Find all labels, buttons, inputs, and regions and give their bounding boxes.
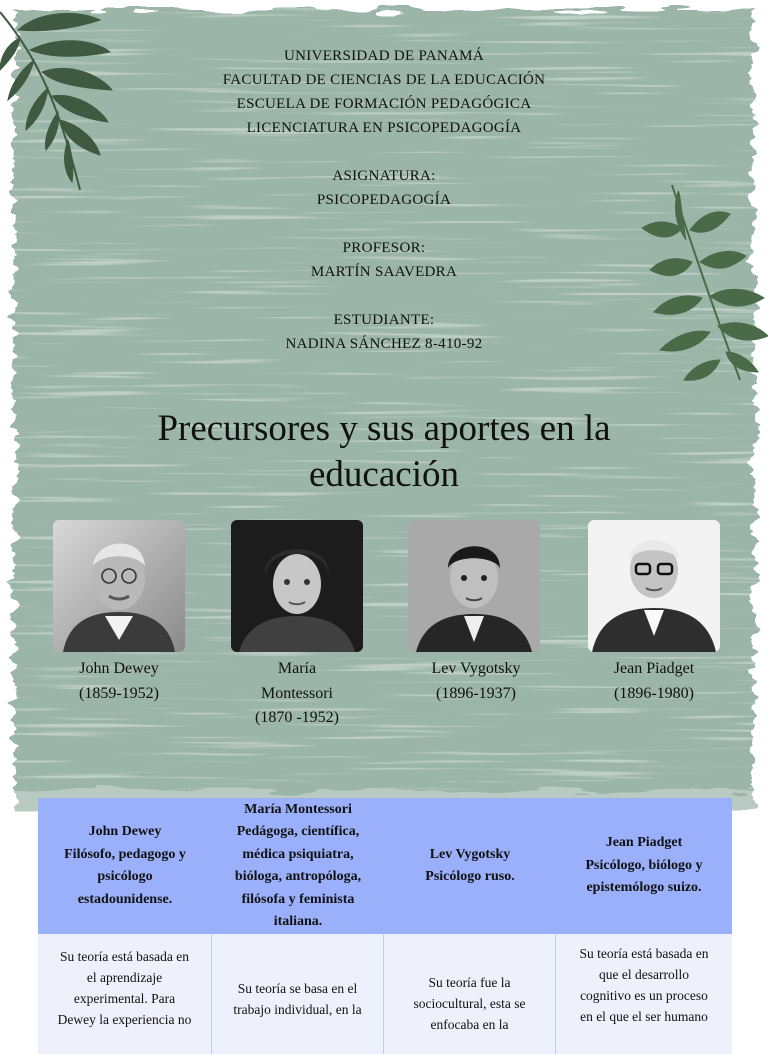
table-header-john-dewey [38, 798, 212, 934]
cell-line: el aprendizaje [86, 970, 163, 985]
table-cell-lev-vygotsky [384, 934, 556, 1054]
header-line: Psicólogo, biólogo y [585, 857, 703, 873]
university-name: UNIVERSIDAD DE PANAMÁ [284, 48, 484, 64]
cell-line: en el que el ser humano [580, 1009, 708, 1024]
comparison-table [38, 798, 732, 1038]
student-label: ESTUDIANTE: [333, 312, 435, 328]
caption-name: Montessori [261, 684, 333, 702]
title-line-2: educación [309, 454, 459, 495]
table-header-maria-montessori [212, 798, 384, 934]
table-cell-maria-montessori [212, 934, 384, 1054]
cell-line: experimental. Para [73, 991, 176, 1006]
institution-header [0, 44, 768, 356]
page-title [84, 406, 684, 498]
cell-line: que el desarrollo [599, 967, 689, 982]
professor-label: PROFESOR: [342, 240, 426, 256]
portrait-john-dewey [53, 520, 185, 652]
student-value: NADINA SÁNCHEZ 8-410-92 [285, 336, 483, 352]
header-line: estadounidense. [77, 891, 173, 907]
caption-maria-montessori [217, 657, 377, 731]
caption-years: (1896-1980) [614, 684, 694, 702]
header-line: médica psiquiatra, [242, 846, 354, 862]
table-cell-john-dewey [38, 934, 212, 1054]
caption-john-dewey [39, 657, 199, 706]
caption-jean-piaget [574, 657, 734, 706]
subject-value: PSICOPEDAGOGÍA [316, 192, 452, 208]
caption-name: John Dewey [79, 660, 159, 677]
portrait-lev-vygotsky [408, 520, 540, 652]
cell-line: Su teoría fue la [428, 975, 511, 990]
caption-name: Lev Vygotsky [431, 660, 521, 677]
subject-label: ASIGNATURA: [332, 168, 436, 184]
header-line: Psicólogo ruso. [425, 869, 515, 884]
header-line: María Montessori [244, 801, 352, 817]
cell-line: sociocultural, esta se [413, 996, 526, 1011]
header-line: psicólogo [97, 869, 153, 884]
title-line-1: Precursores y sus aportes en la [157, 408, 611, 449]
table-header-lev-vygotsky [384, 798, 556, 934]
cell-line: Dewey la experiencia no [57, 1012, 192, 1027]
header-line: bióloga, antropóloga, [234, 869, 362, 884]
faculty-name: FACULTAD DE CIENCIAS DE LA EDUCACIÓN [222, 72, 546, 88]
caption-years: (1859-1952) [79, 684, 159, 702]
header-line: Lev Vygotsky [429, 846, 511, 862]
cell-line: Su teoría está basada en [60, 949, 189, 964]
header-line: Filósofo, pedagogo y [64, 846, 186, 862]
portrait-jean-piaget [588, 520, 720, 652]
caption-lev-vygotsky [396, 657, 556, 706]
cell-line: enfocaba en la [430, 1017, 509, 1032]
header-line: epistemólogo suizo. [586, 880, 702, 896]
header-line: Pedágoga, científica, [236, 824, 360, 839]
professor-value: MARTÍN SAAVEDRA [310, 264, 458, 280]
cell-line: Su teoría está basada en [579, 946, 709, 961]
school-name: ESCUELA DE FORMACIÓN PEDAGÓGICA [236, 96, 532, 112]
table-cell-jean-piaget [556, 934, 732, 1054]
table-header-jean-piaget [556, 798, 732, 934]
header-line: italiana. [273, 914, 323, 929]
header-line: John Dewey [88, 824, 162, 839]
cell-line: trabajo individual, en la [233, 1002, 362, 1017]
degree-name: LICENCIATURA EN PSICOPEDAGOGÍA [246, 120, 522, 136]
cell-line: Su teoría se basa en el [237, 981, 358, 996]
cell-line: cognitivo es un proceso [580, 988, 708, 1003]
caption-years: (1870 -1952) [255, 709, 339, 726]
caption-years: (1896-1937) [436, 684, 516, 702]
caption-name: María [277, 660, 317, 677]
header-line: filósofa y feminista [241, 891, 355, 907]
caption-name: Jean Piadget [613, 660, 695, 677]
header-line: Jean Piadget [605, 835, 683, 851]
portrait-maria-montessori [231, 520, 363, 652]
